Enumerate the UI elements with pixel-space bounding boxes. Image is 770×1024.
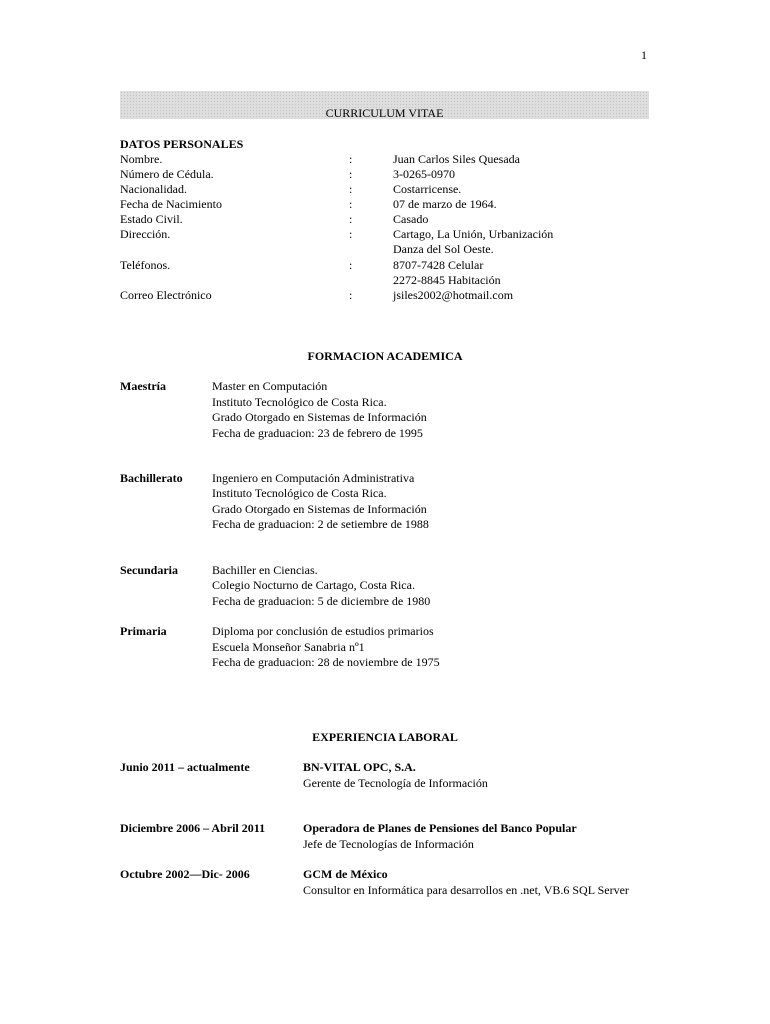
experience-period: Octubre 2002—Dic- 2006 [120,867,250,881]
personal-heading: DATOS PERSONALES [120,137,244,151]
personal-value-marital: Casado [393,212,429,226]
experience-period: Junio 2011 – actualmente [120,760,250,774]
personal-label-email: Correo Electrónico [120,288,212,302]
education-line: Fecha de graduacion: 28 de noviembre de 1975 [212,655,440,669]
experience-role: Jefe de Tecnologías de Información [303,837,474,851]
personal-value-birthdate: 07 de marzo de 1964. [393,197,497,211]
education-line: Master en Computación [212,379,328,393]
education-line: Fecha de graduacion: 23 de febrero de 1995 [212,426,423,440]
personal-label-phones: Teléfonos. [120,258,171,272]
personal-colon: : [349,288,353,302]
personal-colon: : [349,152,353,166]
personal-label-birthdate: Fecha de Nacimiento [120,197,222,211]
personal-colon: : [349,258,353,272]
personal-label-address: Dirección. [120,227,171,241]
education-line: Bachiller en Ciencias. [212,563,318,577]
personal-colon: : [349,227,353,241]
experience-company: BN-VITAL OPC, S.A. [303,760,416,774]
experience-role: Consultor en Informática para desarrollos en .net, VB.6 SQL Server [303,883,629,897]
personal-value-nationality: Costarricense. [393,182,462,196]
personal-label-nationality: Nacionalidad. [120,182,187,196]
education-line: Escuela Monseñor Sanabria nº1 [212,640,365,654]
personal-value-email: jsiles2002@hotmail.com [393,288,514,302]
education-heading: FORMACION ACADEMICA [307,349,463,363]
education-line: Grado Otorgado en Sistemas de Información [212,410,427,424]
experience-company: Operadora de Planes de Pensiones del Banco Popular [303,821,577,835]
education-line: Instituto Tecnológico de Costa Rica. [212,395,387,409]
personal-colon: : [349,212,353,226]
personal-label-marital: Estado Civil. [120,212,183,226]
education-level: Primaria [120,624,167,638]
document-title: CURRICULUM VITAE [325,106,444,120]
education-line: Fecha de graduacion: 5 de diciembre de 1980 [212,594,431,608]
personal-value-name: Juan Carlos Siles Quesada [393,152,520,166]
education-line: Grado Otorgado en Sistemas de Información [212,502,427,516]
experience-role: Gerente de Tecnología de Información [303,776,488,790]
personal-value-phone-mobile: 8707-7428 Celular [393,258,484,272]
education-line: Instituto Tecnológico de Costa Rica. [212,486,387,500]
education-line: Colegio Nocturno de Cartago, Costa Rica. [212,578,415,592]
personal-value-phone-home: 2272-8845 Habitación [393,273,501,287]
experience-heading: EXPERIENCIA LABORAL [312,730,458,744]
personal-colon: : [349,182,353,196]
experience-period: Diciembre 2006 – Abril 2011 [120,821,266,835]
personal-colon: : [349,197,353,211]
personal-value-address-line1: Cartago, La Unión, Urbanización [393,227,554,241]
education-line: Fecha de graduacion: 2 de setiembre de 1988 [212,517,429,531]
education-line: Diploma por conclusión de estudios primarios [212,624,434,638]
personal-value-address-line2: Danza del Sol Oeste. [393,242,494,256]
personal-value-id: 3-0265-0970 [393,167,455,181]
education-level: Secundaria [120,563,179,577]
education-level: Bachillerato [120,471,183,485]
personal-label-id: Número de Cédula. [120,167,214,181]
title-bar [120,91,649,119]
education-level: Maestría [120,379,166,393]
education-line: Ingeniero en Computación Administrativa [212,471,415,485]
experience-company: GCM de México [303,867,388,881]
personal-label-name: Nombre. [120,152,163,166]
personal-colon: : [349,167,353,181]
page-number: 1 [641,48,647,62]
